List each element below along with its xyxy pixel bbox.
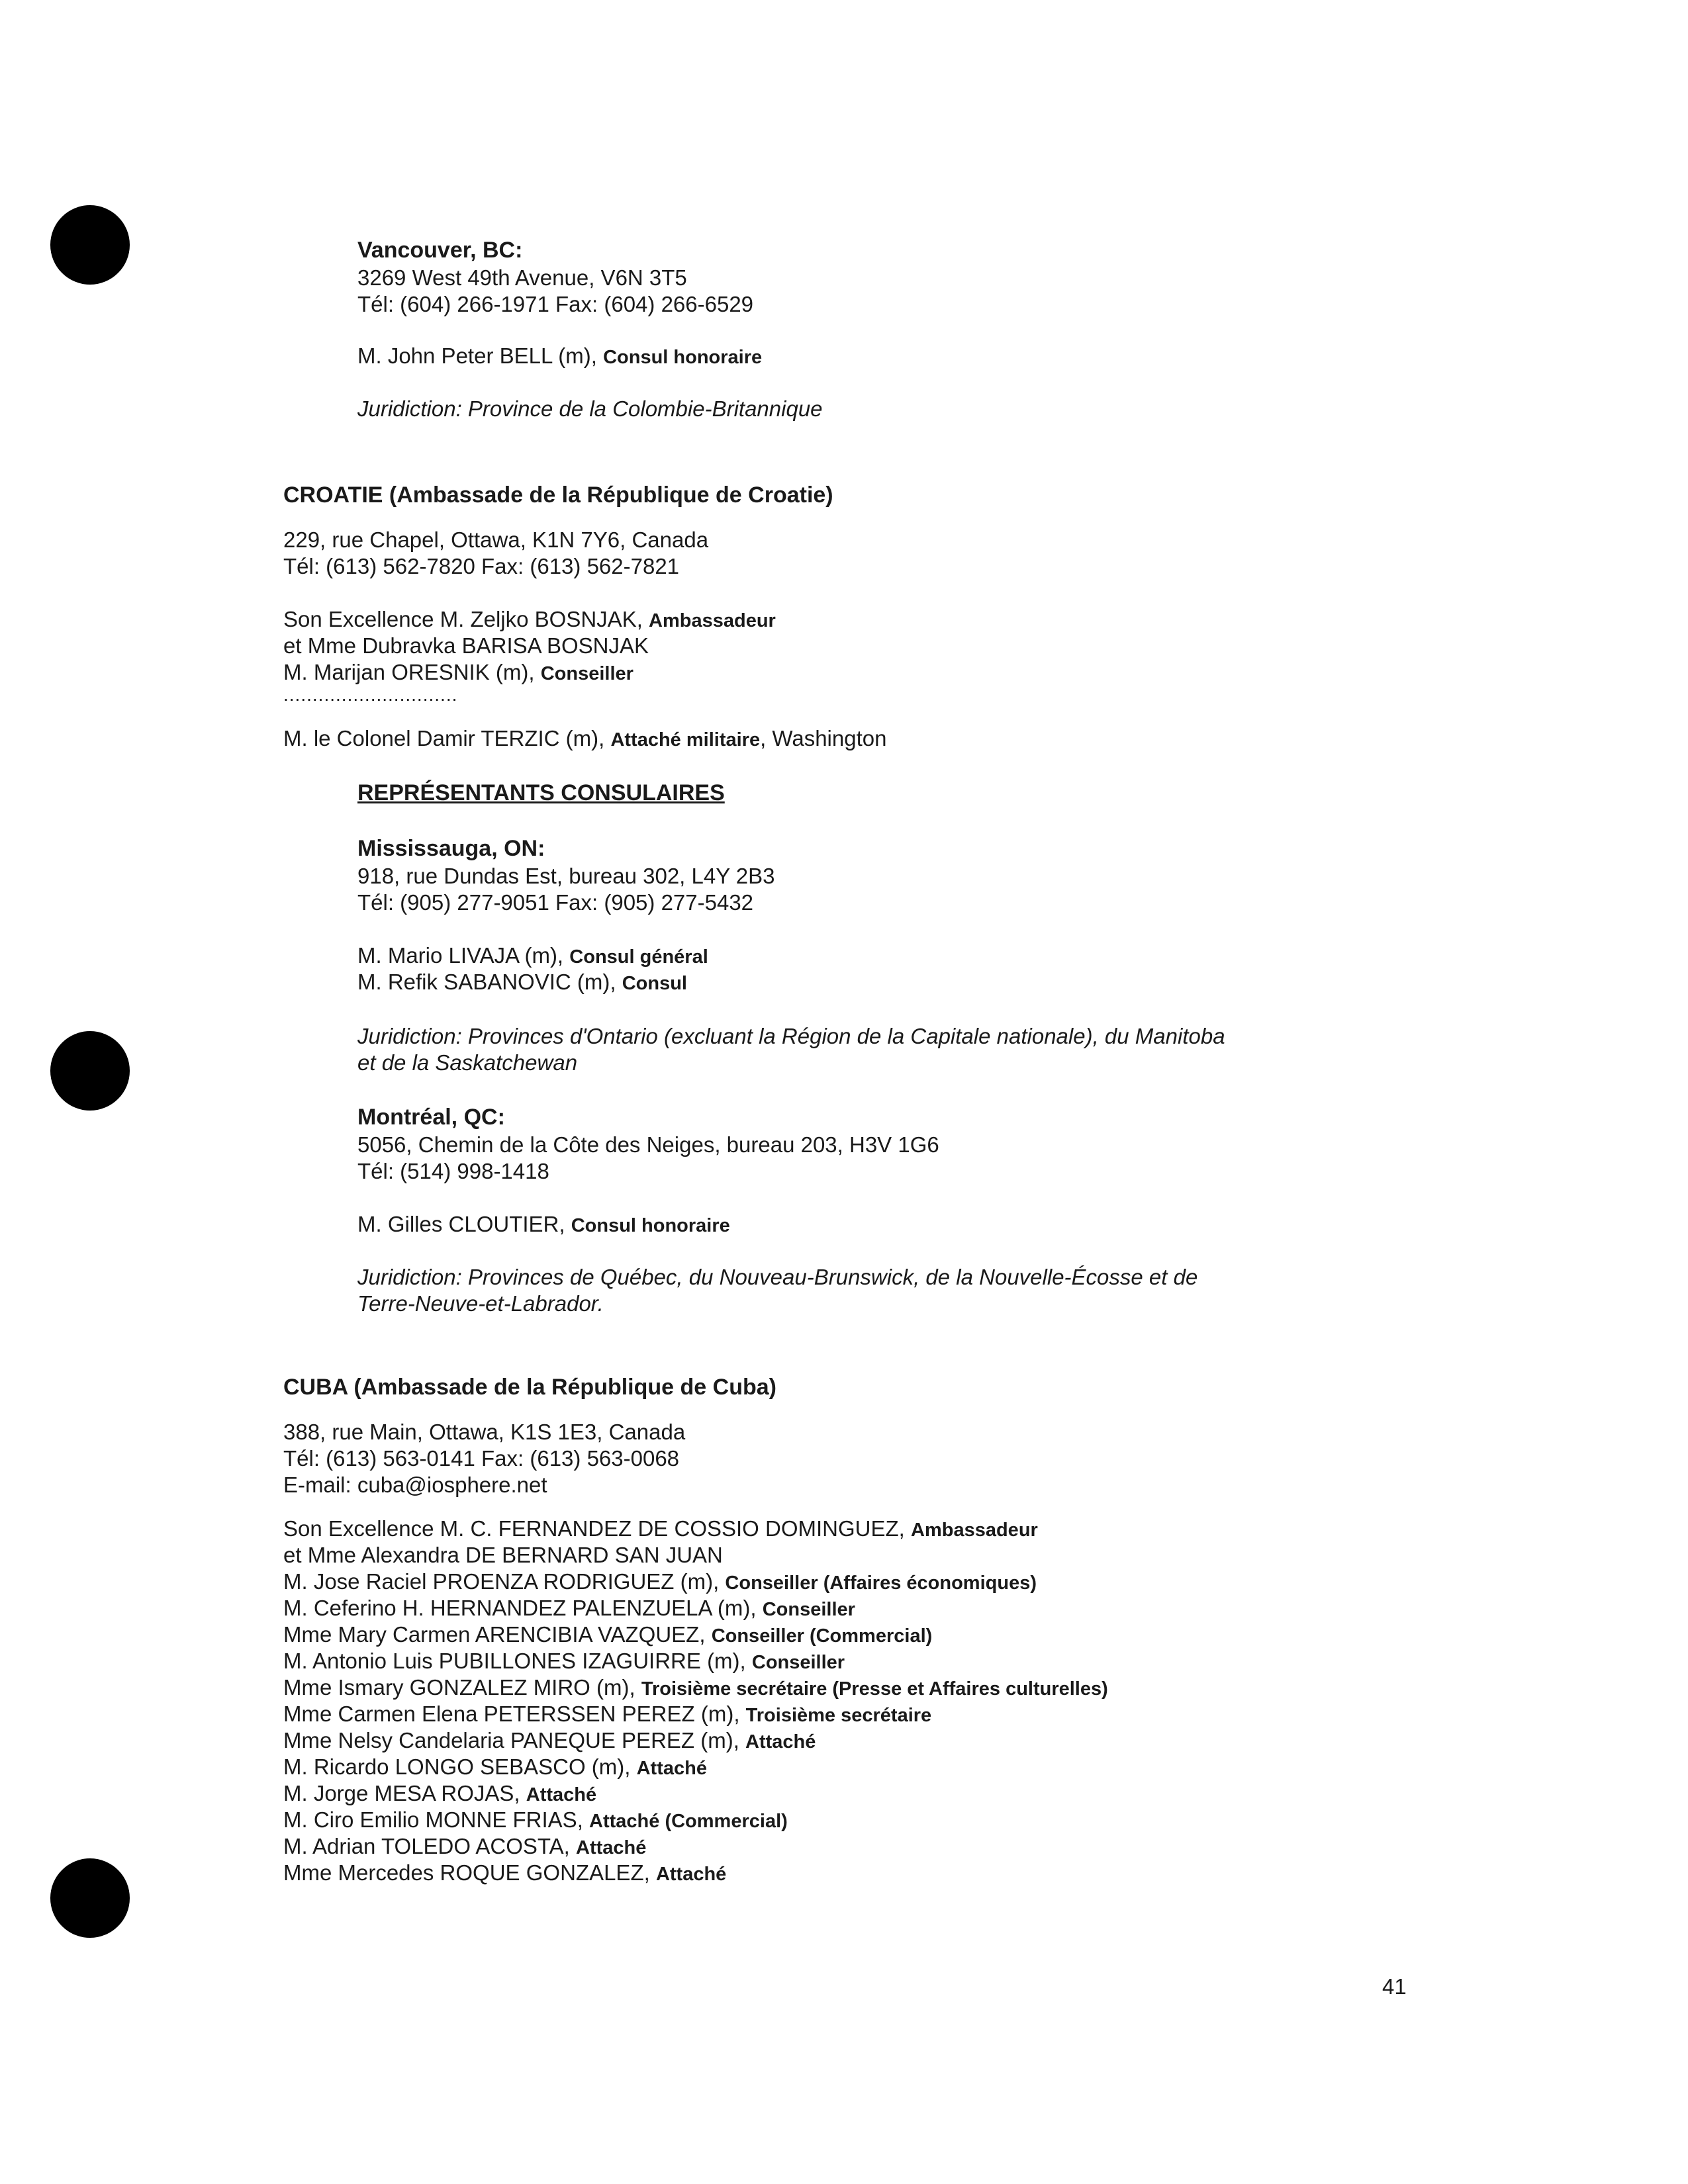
staff-name: Mme Ismary GONZALEZ MIRO (m), [283,1675,641,1700]
staff-entry [283,1780,596,1808]
staff-name: Mme Mary Carmen ARENCIBIA VAZQUEZ, [283,1622,712,1647]
staff-name: M. Ciro Emilio MONNE FRIAS, [283,1807,590,1832]
punch-hole-bottom [50,1858,130,1938]
staff-entry [357,942,708,970]
staff-name: Mme Nelsy Candelaria PANEQUE PEREZ (m), [283,1728,746,1752]
staff-name: M. John Peter BELL (m), [357,343,604,368]
staff-entry [283,1860,726,1888]
staff-title: Conseiller [751,1652,845,1673]
jurisdiction-montreal: Juridiction: Provinces de Québec, du Nouveau-Brunswick, de la Nouvelle-Écosse et de [357,1265,1198,1289]
staff-entry [283,1807,788,1835]
phone-croatie: Tél: (613) 562-7820 Fax: (613) 562-7821 [283,554,680,578]
staff-title: Troisième secrétaire [745,1705,932,1726]
staff-name: Mme Mercedes ROQUE GONZALEZ, [283,1860,656,1885]
jurisdiction-montreal-cont: Terre-Neuve-et-Labrador. [357,1291,604,1316]
dotted-separator: .............................. [283,684,458,705]
staff-name: M. Adrian TOLEDO ACOSTA, [283,1834,576,1858]
phone-vancouver: Tél: (604) 266-1971 Fax: (604) 266-6529 [357,292,754,316]
section-heading-montreal: Montréal, QC: [357,1105,505,1130]
staff-name: M. Jose Raciel PROENZA RODRIGUEZ (m), [283,1569,726,1594]
address-mississauga: 918, rue Dundas Est, bureau 302, L4Y 2B3 [357,864,775,888]
staff-title: Attaché (Commercial) [589,1811,788,1832]
staff-title: Conseiller [762,1599,855,1620]
address-cuba: 388, rue Main, Ottawa, K1S 1E3, Canada [283,1420,686,1444]
jurisdiction-mississauga: Juridiction: Provinces d'Ontario (excluant la Région de la Capitale nationale), du Manitoba [357,1024,1225,1048]
staff-title: Attaché [655,1864,727,1885]
consular-heading: REPRÉSENTANTS CONSULAIRES [357,780,725,805]
staff-title: Attaché [526,1784,597,1805]
staff-title: Consul général [569,946,708,968]
staff-title: Attaché [745,1731,816,1752]
staff-name: Son Excellence M. Zeljko BOSNJAK, [283,607,649,631]
staff-name: M. le Colonel Damir TERZIC (m), [283,726,611,751]
staff-location: , Washington [760,726,887,751]
staff-name: M. Gilles CLOUTIER, [357,1212,571,1236]
staff-name: et Mme Alexandra DE BERNARD SAN JUAN [283,1543,723,1567]
staff-title: Troisième secrétaire (Presse et Affaires culturelles) [641,1678,1108,1700]
staff-name: M. Jorge MESA ROJAS, [283,1781,526,1805]
jurisdiction-vancouver: Juridiction: Province de la Colombie-Britannique [357,396,823,421]
phone-mississauga: Tél: (905) 277-9051 Fax: (905) 277-5432 [357,890,754,915]
address-vancouver: 3269 West 49th Avenue, V6N 3T5 [357,265,687,290]
staff-entry [357,969,687,997]
staff-title: Ambassadeur [911,1520,1038,1541]
staff-title: Conseiller [540,663,633,684]
staff-name: M. Mario LIVAJA (m), [357,943,570,968]
staff-title: Ambassadeur [649,610,776,631]
staff-entry [283,1542,723,1570]
section-heading-mississauga: Mississauga, ON: [357,836,545,861]
email-cuba: E-mail: cuba@iosphere.net [283,1473,547,1497]
staff-title: Consul honoraire [603,347,763,368]
staff-entry [357,343,762,371]
staff-name: M. Antonio Luis PUBILLONES IZAGUIRRE (m), [283,1649,752,1673]
staff-name: M. Ricardo LONGO SEBASCO (m), [283,1754,637,1779]
punch-hole-middle [50,1031,130,1111]
staff-entry [283,1595,855,1623]
staff-title: Attaché [636,1758,707,1779]
staff-title: Conseiller (Affaires économiques) [725,1572,1037,1594]
staff-entry [283,1569,1037,1596]
staff-title: Attaché [576,1837,647,1858]
staff-name: M. Marijan ORESNIK (m), [283,660,541,684]
staff-entry [357,1211,730,1239]
staff-name: Son Excellence M. C. FERNANDEZ DE COSSIO DOMINGUEZ, [283,1516,912,1541]
staff-name: et Mme Dubravka BARISA BOSNJAK [283,633,649,658]
staff-entry [283,1674,1108,1702]
staff-name: M. Refik SABANOVIC (m), [357,970,622,994]
jurisdiction-mississauga-cont: et de la Saskatchewan [357,1050,578,1075]
staff-title: Consul honoraire [571,1215,730,1236]
staff-title: Conseiller (Commercial) [711,1625,933,1647]
section-heading-cuba: CUBA (Ambassade de la République de Cuba) [283,1375,776,1400]
staff-entry [283,1701,931,1729]
phone-montreal: Tél: (514) 998-1418 [357,1159,549,1183]
staff-title: Attaché militaire [610,729,761,751]
staff-entry [283,633,649,660]
staff-entry [283,1621,932,1649]
staff-entry [283,1727,816,1755]
section-heading-croatie: CROATIE (Ambassade de la République de Croatie) [283,482,833,508]
staff-name: M. Ceferino H. HERNANDEZ PALENZUELA (m), [283,1596,763,1620]
section-heading-vancouver: Vancouver, BC: [357,238,523,263]
staff-entry [283,1648,845,1676]
staff-name: Mme Carmen Elena PETERSSEN PEREZ (m), [283,1702,746,1726]
staff-title: Consul [622,973,687,994]
staff-entry [283,1833,646,1861]
address-croatie: 229, rue Chapel, Ottawa, K1N 7Y6, Canada [283,527,709,552]
punch-hole-top [50,205,130,285]
address-montreal: 5056, Chemin de la Côte des Neiges, bureau 203, H3V 1G6 [357,1132,939,1157]
staff-entry [283,1516,1038,1543]
page-number: 41 [1382,1974,1407,1999]
staff-entry [283,1754,707,1782]
staff-entry [283,725,886,753]
phone-cuba: Tél: (613) 563-0141 Fax: (613) 563-0068 [283,1446,680,1471]
staff-entry [283,606,776,634]
